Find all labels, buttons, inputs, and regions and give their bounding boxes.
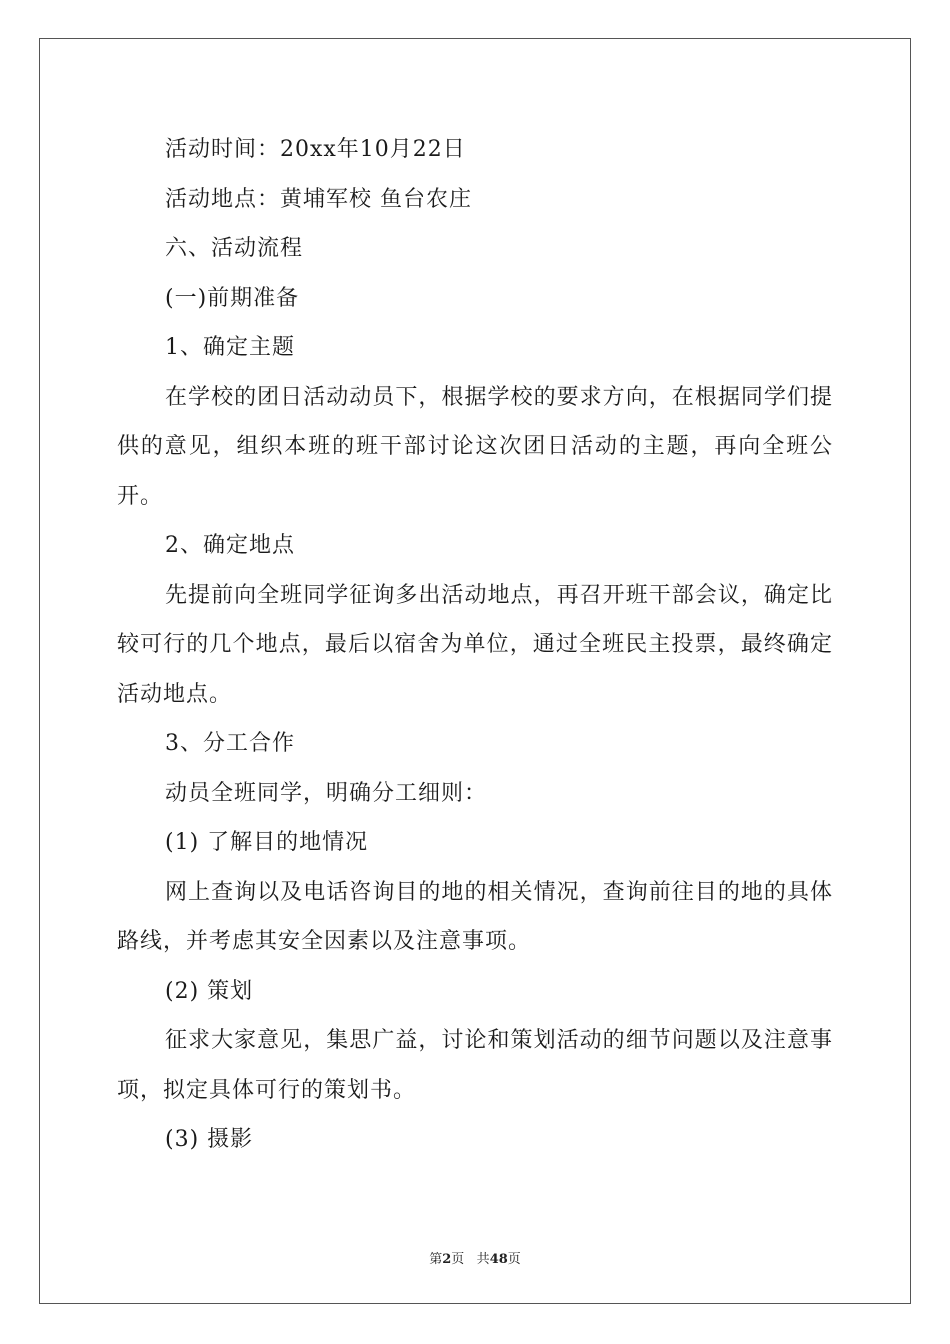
footer-page-number: 2 [442, 1252, 452, 1267]
subsection-heading-preparation: (一)前期准备 [165, 285, 300, 311]
page-footer [0, 1248, 950, 1267]
paragraph-location: 先提前向全班同学征询多出活动地点，再召开班干部会议，确定比较可行的几个地点，最后以宿舍为单位，通过全班民主投票，最终确定活动地点。 [117, 582, 833, 707]
footer-total-prefix: 共 [476, 1252, 490, 1267]
text-line-division-intro: 动员全班同学，明确分工细则： [165, 780, 488, 806]
paragraph-destination: 网上查询以及电话咨询目的地的相关情况，查询前往目的地的具体路线，并考虑其安全因素以及注意事项。 [117, 879, 833, 954]
item-heading-location: 2、确定地点 [165, 533, 295, 558]
footer-total-suffix: 页 [507, 1252, 521, 1267]
item-heading-theme: 1、确定主题 [165, 335, 295, 360]
document-body [117, 125, 833, 1165]
sub-item-heading-planning: (2) 策划 [165, 978, 254, 1004]
item-heading-division: 3、分工合作 [165, 731, 295, 756]
footer-prefix: 第 [429, 1252, 443, 1267]
text-line-activity-time: 活动时间：20xx年10月22日 [165, 137, 466, 162]
text-line-activity-location: 活动地点：黄埔军校 鱼台农庄 [165, 186, 472, 212]
section-heading-activity-process: 六、活动流程 [165, 236, 304, 261]
paragraph-theme: 在学校的团日活动动员下，根据学校的要求方向，在根据同学们提供的意见，组织本班的班干部讨论这次团日活动的主题，再向全班公开。 [117, 384, 833, 509]
sub-item-heading-destination: (1) 了解目的地情况 [165, 830, 369, 855]
sub-item-heading-photography: (3) 摄影 [165, 1127, 254, 1152]
footer-page-suffix: 页 [451, 1252, 465, 1267]
paragraph-planning: 征求大家意见，集思广益，讨论和策划活动的细节问题以及注意事项，拟定具体可行的策划书。 [117, 1028, 833, 1103]
footer-total-pages: 48 [489, 1252, 508, 1267]
